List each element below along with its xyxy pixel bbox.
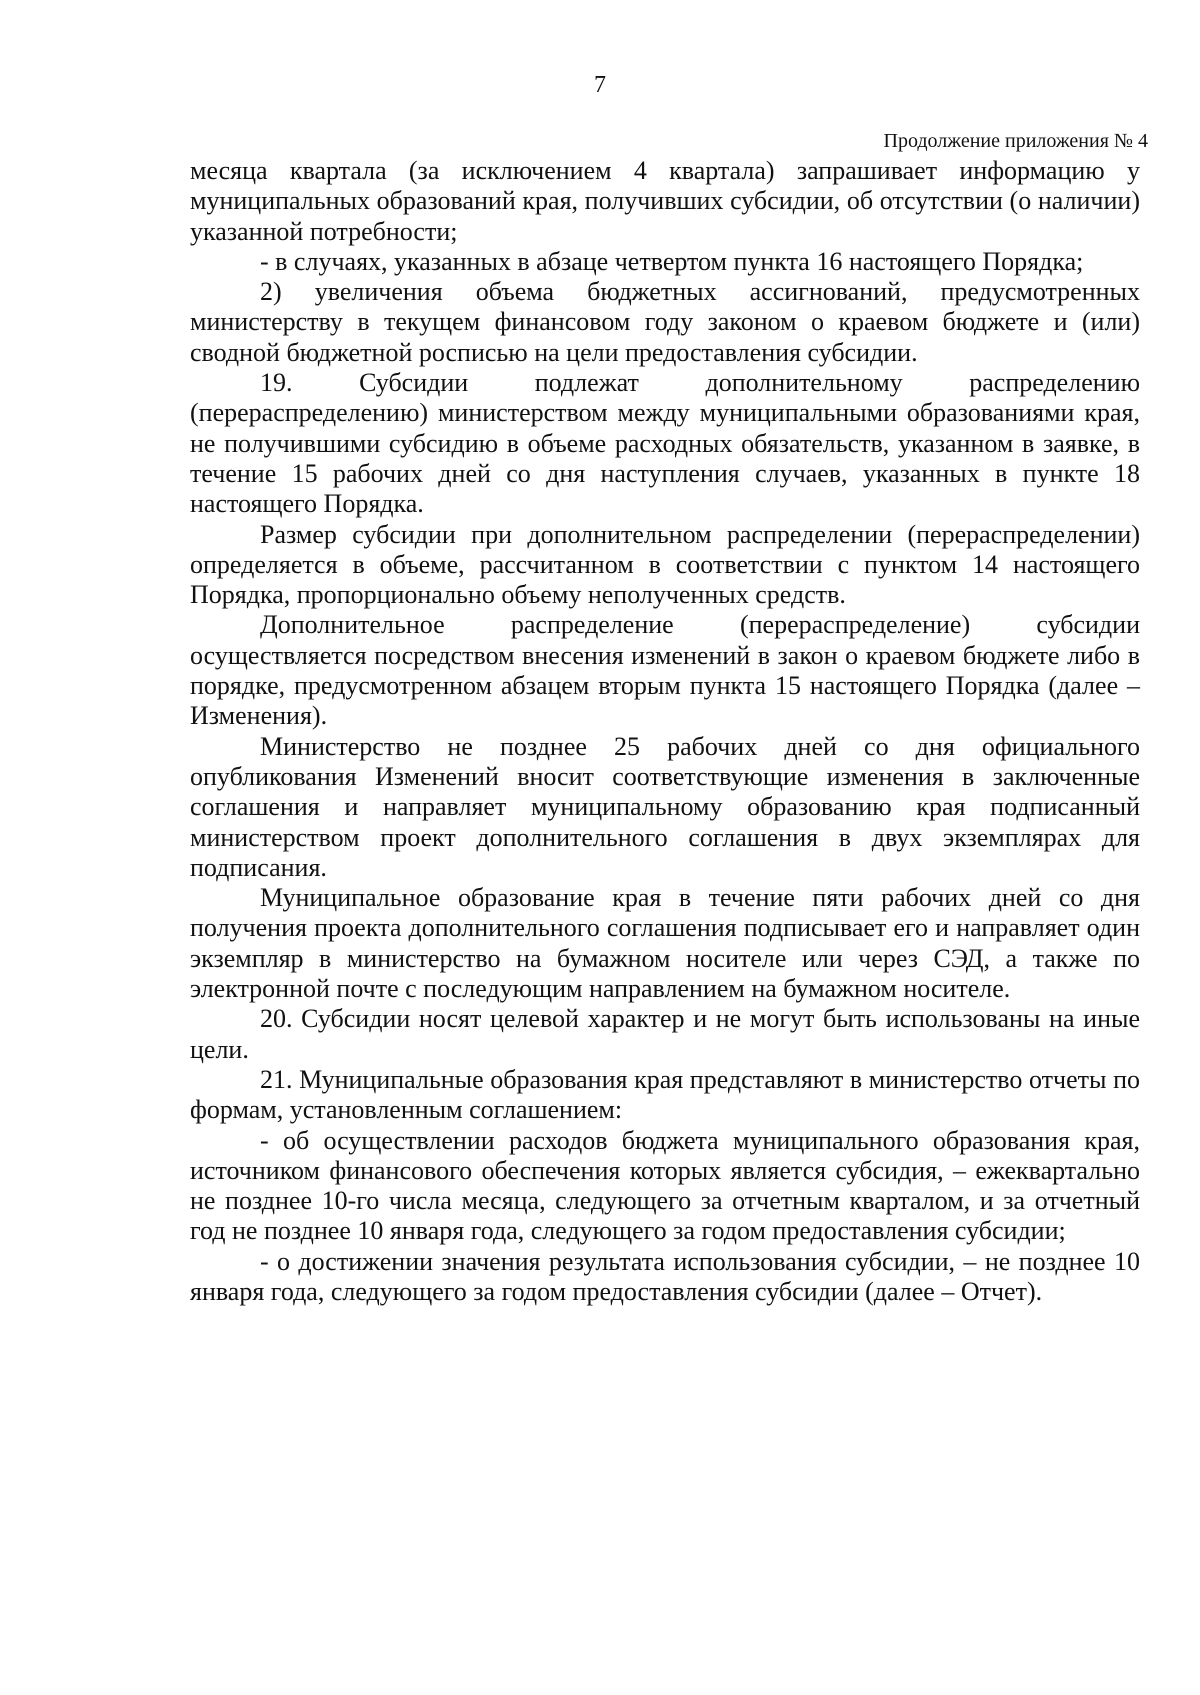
paragraph: Министерство не позднее 25 рабочих дней со дня официального опубликования Изменений вносит соответствующие изменения в заключенные соглашения и направляет муниципальному образованию края подписанный министерством проект дополнительного соглашения в двух экземплярах для подписания. [190,731,1140,882]
paragraph: - о достижении значения результата использования субсидии, – не позднее 10 января года, следующего за годом предоставления субсидии (далее – Отчет). [190,1246,1140,1306]
paragraph: - об осуществлении расходов бюджета муниципального образования края, источником финансового обеспечения которых является субсидия, – ежеквартально не позднее 10-го числа месяца, следующего за отчетным кварталом, и за отчетный год не позднее 10 января года, следующего за годом предоставления субсидии; [190,1125,1140,1246]
page-number: 7 [594,72,606,98]
paragraph-continuation: месяца квартала (за исключением 4 квартала) запрашивает информацию у муниципальных образований края, получивших субсидии, об отсутствии (о наличии) указанной потребности; [190,156,1140,246]
paragraph-item-20: 20. Субсидии носят целевой характер и не могут быть использованы на иные цели. [190,1004,1140,1064]
paragraph-item-19: 19. Субсидии подлежат дополнительному распределению (перераспределению) министерством между муниципальными образованиями края, не получившими субсидию в объеме расходных обязательств, указанном в заявке, в течение 15 рабочих дней со дня наступления случаев, указанных в пункте 18 настоящего Порядка. [190,368,1140,519]
running-header: Продолжение приложения № 4 [883,130,1148,152]
paragraph: 2) увеличения объема бюджетных ассигнований, предусмотренных министерству в текущем финансовом году законом о краевом бюджете и (или) сводной бюджетной росписью на цели предоставления субсидии. [190,277,1140,367]
paragraph: Дополнительное распределение (перераспределение) субсидии осуществляется посредством внесения изменений в закон о краевом бюджете либо в порядке, предусмотренном абзацем вторым пункта 15 настоящего Порядка (далее – Изменения). [190,610,1140,731]
document-body [190,156,1140,1307]
paragraph: - в случаях, указанных в абзаце четвертом пункта 16 настоящего Порядка; [260,246,1084,276]
paragraph: Муниципальное образование края в течение пяти рабочих дней со дня получения проекта дополнительного соглашения подписывает его и направляет один экземпляр в министерство на бумажном носителе или через СЭД, а также по электронной почте с последующим направлением на бумажном носителе. [190,883,1140,1004]
paragraph: Размер субсидии при дополнительном распределении (перераспределении) определяется в объеме, рассчитанном в соответствии с пунктом 14 настоящего Порядка, пропорционально объему неполученных средств. [190,519,1140,610]
paragraph-item-21: 21. Муниципальные образования края представляют в министерство отчеты по формам, установленным соглашением: [190,1064,1140,1125]
